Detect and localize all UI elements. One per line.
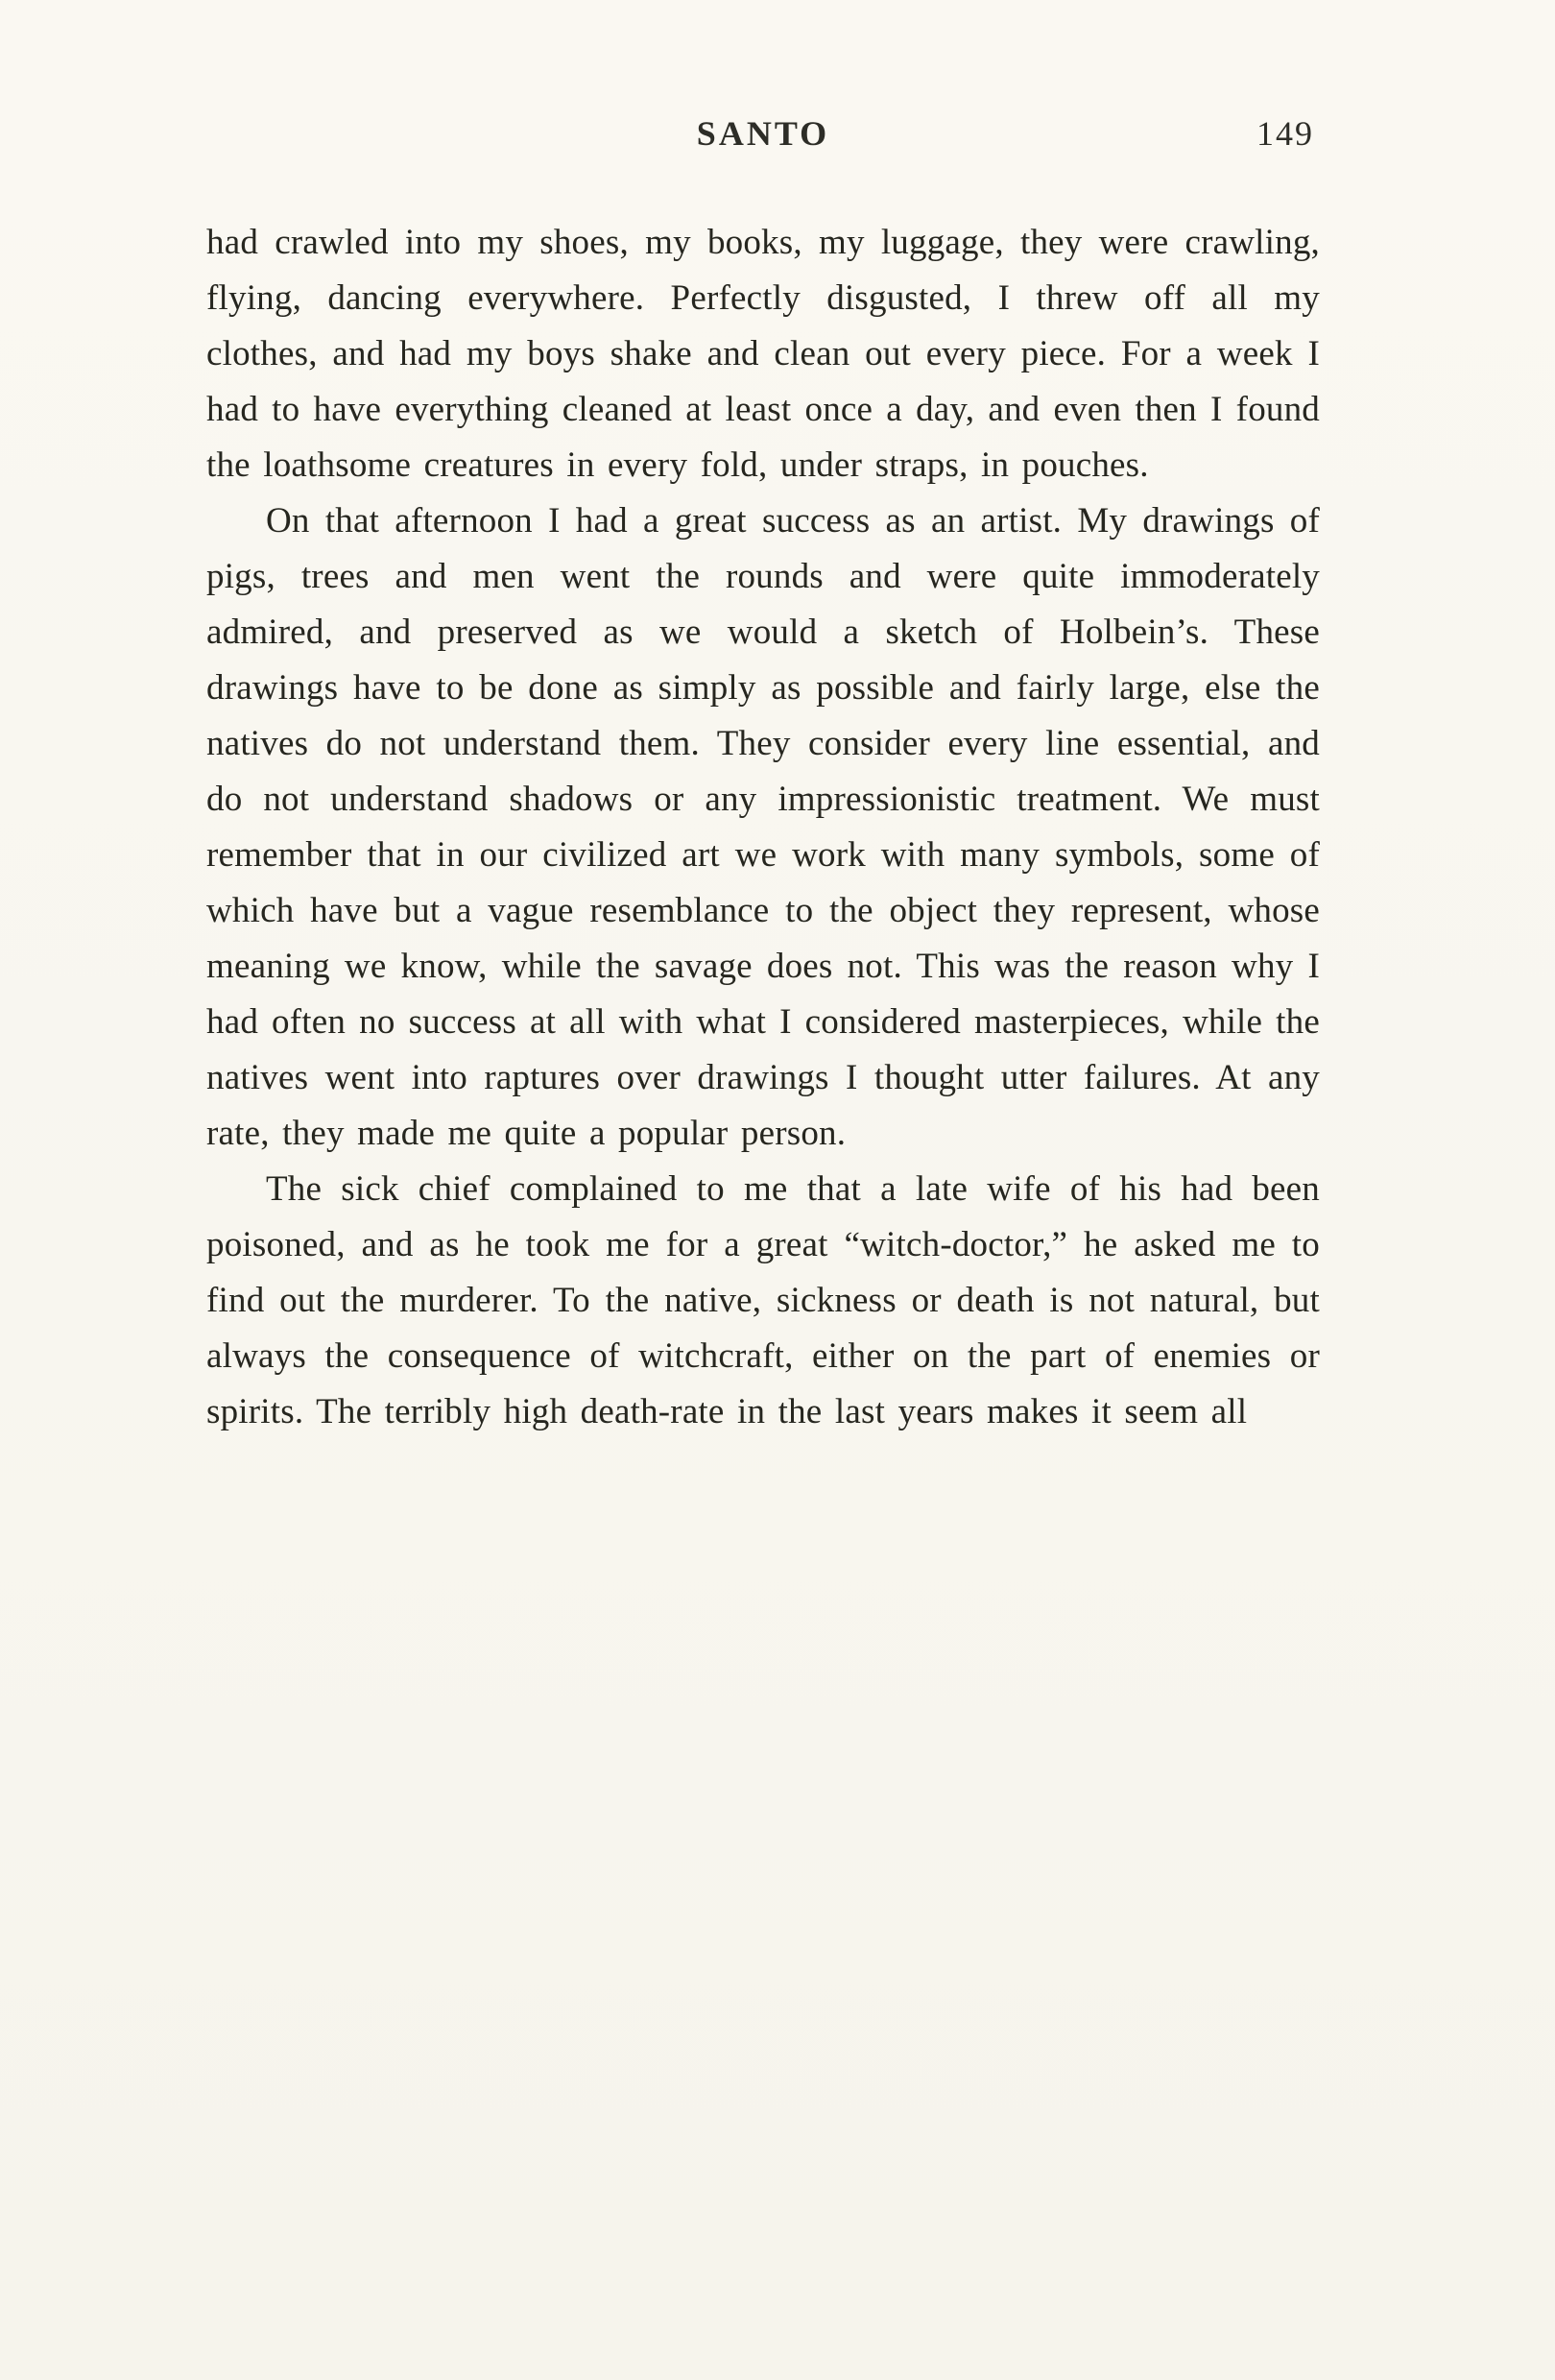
paragraph: The sick chief complained to me that a late wife of his had been poisoned, and as he took me for a great “witch-doctor,” he asked me to find out the murderer. To the native, sickness or death is not natural, but always the consequence of witchcraft, either on the part of enemies or spirits. The terribly high death-rate in the last years makes it seem all xyxy=(206,1169,1320,1431)
body-text xyxy=(206,215,1320,1440)
paragraph: On that afternoon I had a great success as an artist. My drawings of pigs, trees and men went the rounds and were quite immoderately admired, and preserved as we would a sketch of Holbein’s. These drawings have to be done as simply as possible and fairly large, else the natives do not understand them. They consider every line essential, and do not understand shadows or any impressionistic treatment. We must remember that in our civilized art we work with many symbols, some of which have but a vague resemblance to the object they represent, whose meaning we know, while the savage does not. This was the reason why I had often no success at all with what I considered masterpieces, while the natives went into raptures over drawings I thought utter failures. At any rate, they made me quite a popular person. xyxy=(206,501,1320,1153)
page-number: 149 xyxy=(1256,114,1314,153)
paragraph: had crawled into my shoes, my books, my luggage, they were crawling, flying, dancing everywhere. Perfectly disgusted, I threw off all my clothes, and had my boys shake and clean out every piece. For a week I had to have everything cleaned at least once a day, and even then I found the loathsome creatures in every fold, under straps, in pouches. xyxy=(206,223,1320,485)
running-head xyxy=(206,113,1320,171)
text-block xyxy=(206,113,1320,1440)
page-title: SANTO xyxy=(696,114,830,153)
